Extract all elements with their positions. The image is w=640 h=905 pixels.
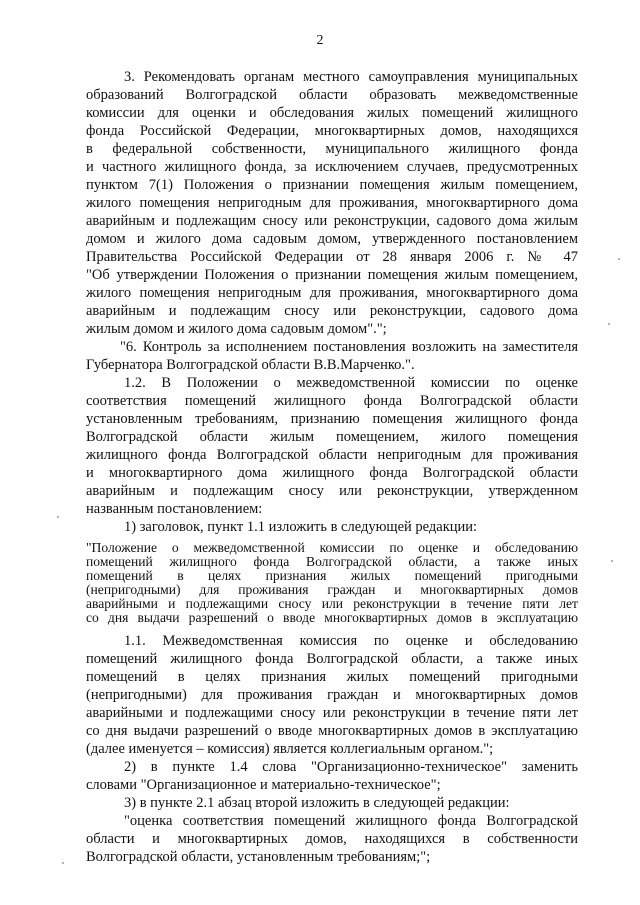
text-line: "6. Контроль за исполнением постановления возложить на заместителя [120,339,578,355]
text-line: и частного жилищного фонда, за исключением случаев, предусмотренных [86,159,578,175]
text-line: домом и жилого дома садовым домом, утвержденного постановлением [86,231,578,247]
text-line: Волгоградской области, установленным требованиям;"; [86,849,431,865]
text-line: установленным требованиям, признанию помещения жилищного фонда [86,411,578,427]
text-line: и многоквартирного дома жилищного фонда Волгоградской области [86,465,578,481]
text-line: аварийным и подлежащим сносу или реконструкции, утвержденном [86,483,578,499]
scan-speck [57,516,59,518]
text-line: аварийным и подлежащим сносу или реконструкции, садового дома [86,303,578,319]
text-line: помещений в целях признания жилых помещений пригодными [86,669,578,685]
text-line: (непригодными) для проживания граждан и многоквартирных домов [86,583,578,597]
text-line: аварийными и подлежащими сносу или реконструкции в течение пяти лет [86,597,578,611]
page-number: 2 [316,33,324,48]
text-line: образований Волгоградской области образовать межведомственные [86,87,578,103]
text-line: области и многоквартирных домов, находящихся в собственности [86,831,578,847]
text-line: Волгоградской области жилым помещением, жилого помещения [86,429,578,445]
text-line: Губернатора Волгоградской области В.В.Марченко.". [86,357,415,373]
text-line: Правительства Российской Федерации от 28 января 2006 г. № 47 [86,249,578,265]
text-line: словами "Организационное и материально-техническое"; [86,777,441,793]
text-line: жилого помещения непригодным для проживания, многоквартирного дома [86,195,578,211]
text-line: аварийным и подлежащим сносу или реконструкции, садового дома жилым [86,213,578,229]
text-line: помещений жилищного фонда Волгоградской области, а также иных [86,651,578,667]
text-line: фонда Российской Федерации, многоквартирных домов, находящихся [86,123,578,139]
text-line: помещений в целях признания жилых помещений пригодными [86,569,578,583]
text-line: "Об утверждении Положения о признании помещения жилым помещением, [86,267,578,283]
text-line: пунктом 7(1) Положения о признании помещения жилым помещением, [86,177,578,193]
text-line: комиссии для оценки и обследования жилых помещений жилищного [86,105,578,121]
text-line: 2) в пункте 1.4 слова "Организационно-техническое" заменить [124,759,578,775]
text-line: "оценка соответствия помещений жилищного фонда Волгоградской [124,813,578,829]
text-line: (далее именуется – комиссия) является коллегиальным органом."; [86,741,494,757]
item-3: 3) в пункте 2.1 абзац второй изложить в следующей редакции: [124,795,510,811]
text-line: 1.2. В Положении о межведомственной комиссии по оценке [124,375,578,391]
scan-speck [618,258,620,260]
scan-speck [62,862,64,864]
text-line: жилого помещения непригодным для проживания, многоквартирного дома [86,285,578,301]
item-1: 1) заголовок, пункт 1.1 изложить в следующей редакции: [124,519,478,535]
text-line: аварийными и подлежащими сносу или реконструкции в течение пяти лет [86,705,578,721]
scan-speck [608,323,610,325]
text-line: 3. Рекомендовать органам местного самоуправления муниципальных [124,69,578,85]
text-line: со дня выдачи разрешений о вводе многоквартирных домов в эксплуатацию [86,611,578,625]
text-line: соответствия помещений жилищного фонда Волгоградской области [86,393,578,409]
text-line: жилым домом и жилого дома садовым домом"."; [86,321,387,337]
text-line: 1.1. Межведомственная комиссия по оценке и обследованию [124,633,578,649]
text-line: со дня выдачи разрешений о вводе многоквартирных домов в эксплуатацию [86,723,578,739]
text-line: жилищного фонда Волгоградской области непригодным для проживания [86,447,578,463]
text-line: "Положение о межведомственной комиссии по оценке и обследованию [86,541,578,555]
scan-speck [611,560,613,562]
text-line: (непригодными) для проживания граждан и многоквартирных домов [86,687,578,703]
text-line: помещений жилищного фонда Волгоградской области, а также иных [86,555,578,569]
text-line: названным постановлением: [86,501,263,517]
text-line: в федеральной собственности, муниципального жилищного фонда [86,141,578,157]
